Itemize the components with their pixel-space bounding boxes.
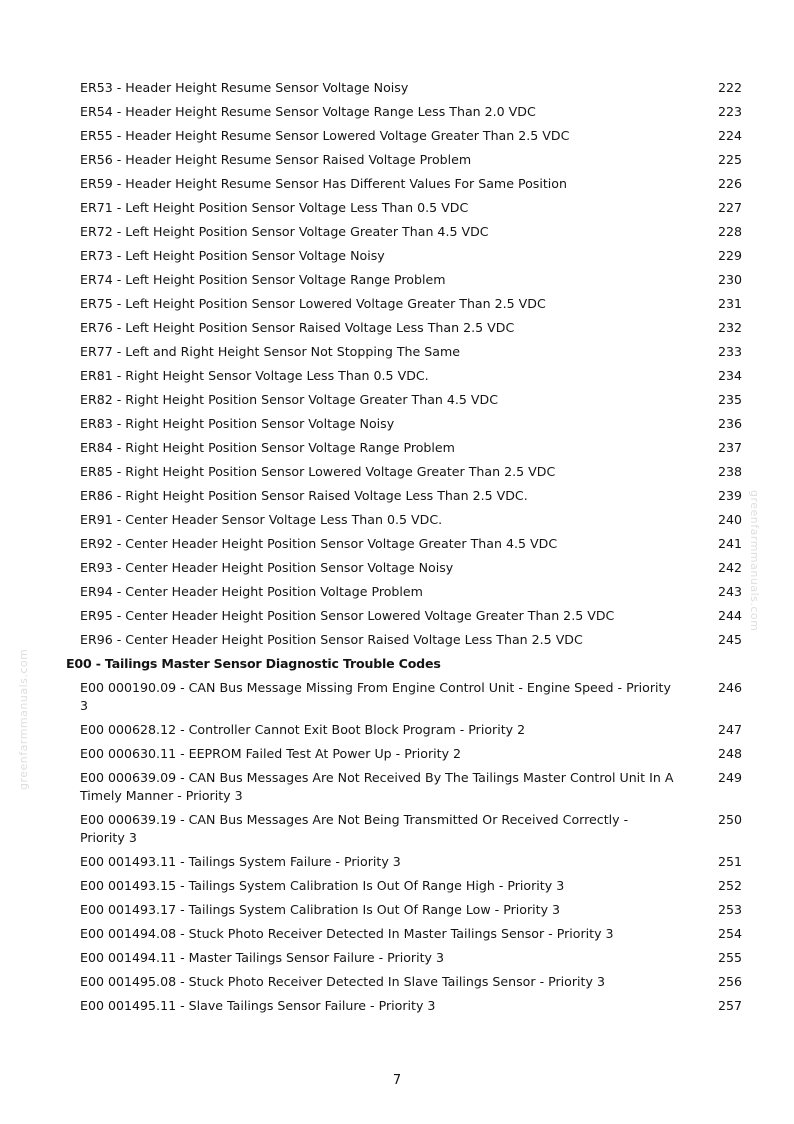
toc-entry[interactable] — [0, 850, 794, 874]
toc-entry-page: 243 — [717, 584, 742, 599]
toc-entry[interactable] — [0, 124, 794, 148]
toc-entry[interactable] — [0, 412, 794, 436]
toc-entry[interactable] — [0, 268, 794, 292]
toc-entry-page: 232 — [717, 320, 742, 335]
toc-entry-page: 244 — [717, 608, 742, 623]
toc-entry[interactable] — [0, 604, 794, 628]
toc-entry-page: 234 — [717, 368, 742, 383]
toc-entry[interactable] — [0, 808, 794, 850]
toc-entry-page: 249 — [717, 770, 742, 785]
toc-entry-title: ER86 - Right Height Position Sensor Raised Voltage Less Than 2.5 VDC. — [80, 488, 528, 503]
toc-entry-page: 238 — [717, 464, 742, 479]
toc-entry-page: 231 — [717, 296, 742, 311]
toc-entry-page: 235 — [717, 392, 742, 407]
toc-entry-title: ER83 - Right Height Position Sensor Voltage Noisy — [80, 416, 395, 431]
toc-entry-page: 228 — [717, 224, 742, 239]
page-number: 7 — [392, 1073, 402, 1088]
toc-entry[interactable] — [0, 484, 794, 508]
toc-entry-title: ER54 - Header Height Resume Sensor Voltage Range Less Than 2.0 VDC — [80, 104, 536, 119]
toc-entry-title: ER53 - Header Height Resume Sensor Voltage Noisy — [80, 80, 409, 95]
toc-entry-title: E00 001495.08 - Stuck Photo Receiver Detected In Slave Tailings Sensor - Priority 3 — [80, 974, 605, 989]
toc-entry-title: E00 001494.08 - Stuck Photo Receiver Detected In Master Tailings Sensor - Priority 3 — [80, 926, 614, 941]
toc-entry-page: 245 — [717, 632, 742, 647]
toc-entry-title: ER76 - Left Height Position Sensor Raised Voltage Less Than 2.5 VDC — [80, 320, 515, 335]
toc-entry-page: 239 — [717, 488, 742, 503]
toc-entry-page: 251 — [717, 854, 742, 869]
toc-entry-page: 242 — [717, 560, 742, 575]
toc-entry-page: 255 — [717, 950, 742, 965]
toc-entry-title: E00 000639.09 - CAN Bus Messages Are Not Received By The Tailings Master Control Unit In A Timely Manner - Priority 3 — [80, 770, 674, 803]
toc-entry[interactable] — [0, 388, 794, 412]
toc-entry-page: 248 — [717, 746, 742, 761]
toc-entry[interactable] — [0, 292, 794, 316]
toc-entry[interactable] — [0, 76, 794, 100]
toc-entry[interactable] — [0, 718, 794, 742]
toc-entry-title: ER93 - Center Header Height Position Sensor Voltage Noisy — [80, 560, 454, 575]
toc-entry[interactable] — [0, 922, 794, 946]
toc-entry-title: ER71 - Left Height Position Sensor Voltage Less Than 0.5 VDC — [80, 200, 469, 215]
section-heading[interactable] — [0, 652, 794, 676]
toc-entry-page: 250 — [717, 812, 742, 827]
toc-entry[interactable] — [0, 556, 794, 580]
toc-entry-title: ER59 - Header Height Resume Sensor Has Different Values For Same Position — [80, 176, 567, 191]
toc-entry-title: E00 000628.12 - Controller Cannot Exit Boot Block Program - Priority 2 — [80, 722, 526, 737]
toc-entry-page: 256 — [717, 974, 742, 989]
toc-entry[interactable] — [0, 580, 794, 604]
table-of-contents — [0, 76, 794, 1018]
toc-entry-title: ER77 - Left and Right Height Sensor Not Stopping The Same — [80, 344, 460, 359]
toc-entry-title: E00 001493.11 - Tailings System Failure - Priority 3 — [80, 854, 401, 869]
toc-entry-title: ER81 - Right Height Sensor Voltage Less Than 0.5 VDC. — [80, 368, 429, 383]
toc-entry[interactable] — [0, 364, 794, 388]
toc-entry-page: 226 — [717, 176, 742, 191]
toc-entry[interactable] — [0, 970, 794, 994]
toc-entry[interactable] — [0, 196, 794, 220]
toc-entry-title: E00 001494.11 - Master Tailings Sensor Failure - Priority 3 — [80, 950, 445, 965]
toc-entry-title: ER92 - Center Header Height Position Sensor Voltage Greater Than 4.5 VDC — [80, 536, 558, 551]
toc-entry-title: ER56 - Header Height Resume Sensor Raised Voltage Problem — [80, 152, 472, 167]
toc-entry-page: 225 — [717, 152, 742, 167]
toc-entry-title: E00 001493.15 - Tailings System Calibration Is Out Of Range High - Priority 3 — [80, 878, 565, 893]
toc-entry-title: ER84 - Right Height Position Sensor Voltage Range Problem — [80, 440, 455, 455]
toc-entry-title: ER75 - Left Height Position Sensor Lowered Voltage Greater Than 2.5 VDC — [80, 296, 546, 311]
toc-entry-title: E00 001495.11 - Slave Tailings Sensor Failure - Priority 3 — [80, 998, 436, 1013]
section-title: E00 - Tailings Master Sensor Diagnostic Trouble Codes — [66, 656, 441, 671]
section-entries — [0, 676, 794, 1018]
toc-entry[interactable] — [0, 220, 794, 244]
toc-entry-page: 257 — [717, 998, 742, 1013]
toc-entry-page: 227 — [717, 200, 742, 215]
toc-entry-page: 254 — [717, 926, 742, 941]
toc-entry-page: 241 — [717, 536, 742, 551]
toc-entry-title: ER94 - Center Header Height Position Voltage Problem — [80, 584, 423, 599]
toc-entry-title: E00 000190.09 - CAN Bus Message Missing From Engine Control Unit - Engine Speed - Priority 3 — [80, 680, 671, 713]
toc-entry-title: ER96 - Center Header Height Position Sensor Raised Voltage Less Than 2.5 VDC — [80, 632, 583, 647]
toc-entry-title: ER73 - Left Height Position Sensor Voltage Noisy — [80, 248, 385, 263]
toc-entry[interactable] — [0, 340, 794, 364]
toc-entry-page: 237 — [717, 440, 742, 455]
toc-entry-title: ER91 - Center Header Sensor Voltage Less Than 0.5 VDC. — [80, 512, 443, 527]
toc-entry[interactable] — [0, 532, 794, 556]
watermark-left: greenfarmmanuals.com — [17, 648, 30, 790]
toc-entries — [0, 76, 794, 652]
toc-entry-page: 240 — [717, 512, 742, 527]
toc-entry-page: 252 — [717, 878, 742, 893]
toc-entry-title: ER55 - Header Height Resume Sensor Lowered Voltage Greater Than 2.5 VDC — [80, 128, 570, 143]
toc-entry-title: ER82 - Right Height Position Sensor Voltage Greater Than 4.5 VDC — [80, 392, 499, 407]
toc-entry-title: ER85 - Right Height Position Sensor Lowered Voltage Greater Than 2.5 VDC — [80, 464, 556, 479]
toc-entry-page: 247 — [717, 722, 742, 737]
toc-entry-page: 246 — [717, 680, 742, 695]
toc-entry[interactable] — [0, 676, 794, 718]
toc-entry-title: ER74 - Left Height Position Sensor Voltage Range Problem — [80, 272, 446, 287]
toc-entry[interactable] — [0, 898, 794, 922]
toc-entry[interactable] — [0, 460, 794, 484]
toc-entry[interactable] — [0, 874, 794, 898]
toc-entry[interactable] — [0, 508, 794, 532]
toc-entry[interactable] — [0, 172, 794, 196]
toc-entry[interactable] — [0, 244, 794, 268]
toc-entry[interactable] — [0, 148, 794, 172]
toc-entry-page: 233 — [717, 344, 742, 359]
toc-entry-page: 229 — [717, 248, 742, 263]
toc-entry[interactable] — [0, 766, 794, 808]
watermark-right: greenfarmmanuals.com — [748, 490, 761, 632]
toc-entry-title: E00 000630.11 - EEPROM Failed Test At Power Up - Priority 2 — [80, 746, 462, 761]
toc-entry[interactable] — [0, 628, 794, 652]
toc-entry[interactable] — [0, 994, 794, 1018]
toc-entry-page: 223 — [717, 104, 742, 119]
toc-entry-title: ER95 - Center Header Height Position Sensor Lowered Voltage Greater Than 2.5 VDC — [80, 608, 615, 623]
toc-entry-page: 230 — [717, 272, 742, 287]
toc-entry-title: ER72 - Left Height Position Sensor Voltage Greater Than 4.5 VDC — [80, 224, 489, 239]
toc-entry[interactable] — [0, 946, 794, 970]
toc-entry-title: E00 001493.17 - Tailings System Calibration Is Out Of Range Low - Priority 3 — [80, 902, 561, 917]
toc-entry[interactable] — [0, 316, 794, 340]
toc-entry-title: E00 000639.19 - CAN Bus Messages Are Not Being Transmitted Or Received Correctly - Priority 3 — [80, 812, 629, 845]
toc-entry[interactable] — [0, 436, 794, 460]
toc-entry[interactable] — [0, 100, 794, 124]
toc-entry-page: 224 — [717, 128, 742, 143]
toc-entry-page: 236 — [717, 416, 742, 431]
toc-entry-page: 222 — [717, 80, 742, 95]
toc-entry[interactable] — [0, 742, 794, 766]
toc-entry-page: 253 — [717, 902, 742, 917]
